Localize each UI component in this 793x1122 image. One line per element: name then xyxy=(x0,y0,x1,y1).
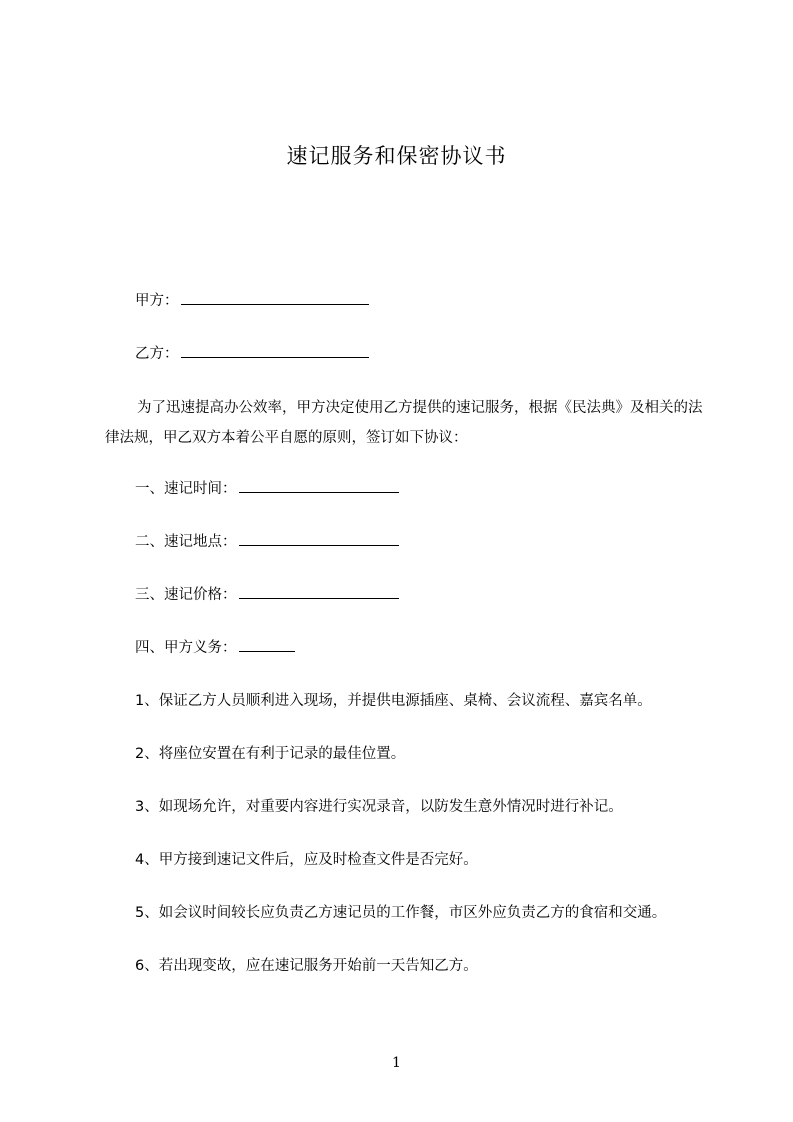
place-line xyxy=(135,531,399,553)
party-a-line xyxy=(135,290,369,312)
duties-heading: 四、甲方义务： xyxy=(135,640,237,656)
price-label: 三、速记价格： xyxy=(135,587,237,603)
time-line xyxy=(135,478,399,500)
party-b-label: 乙方： xyxy=(135,346,179,362)
place-blank xyxy=(239,531,399,546)
place-label: 二、速记地点： xyxy=(135,534,237,550)
party-b-line xyxy=(135,343,369,365)
intro-paragraph: 为了迅速提高办公效率，甲方决定使用乙方提供的速记服务，根据《民法典》及相关的法律法规，甲乙双方本着公平自愿的原则，签订如下协议： xyxy=(105,400,703,446)
party-a-label: 甲方： xyxy=(135,293,179,309)
time-label: 一、速记时间： xyxy=(135,481,237,497)
duties-heading-line xyxy=(135,637,295,659)
duty-item: 3、如现场允许，对重要内容进行实况录音，以防发生意外情况时进行补记。 xyxy=(135,799,623,815)
duty-item: 2、将座位安置在有利于记录的最佳位置。 xyxy=(135,746,406,762)
price-blank xyxy=(239,584,399,599)
page-number: 1 xyxy=(392,1055,401,1071)
duty-item: 1、保证乙方人员顺利进入现场，并提供电源插座、桌椅、会议流程、嘉宾名单。 xyxy=(135,693,652,709)
duties-blank xyxy=(239,637,295,652)
time-blank xyxy=(239,478,399,493)
duty-item: 4、甲方接到速记文件后，应及时检查文件是否完好。 xyxy=(135,852,478,868)
party-a-blank xyxy=(181,290,369,305)
party-b-blank xyxy=(181,343,369,358)
duty-item: 6、若出现变故，应在速记服务开始前一天告知乙方。 xyxy=(135,958,478,974)
duty-item: 5、如会议时间较长应负责乙方速记员的工作餐，市区外应负责乙方的食宿和交通。 xyxy=(135,905,667,921)
price-line xyxy=(135,584,399,606)
document-title: 速记服务和保密协议书 xyxy=(286,144,507,168)
